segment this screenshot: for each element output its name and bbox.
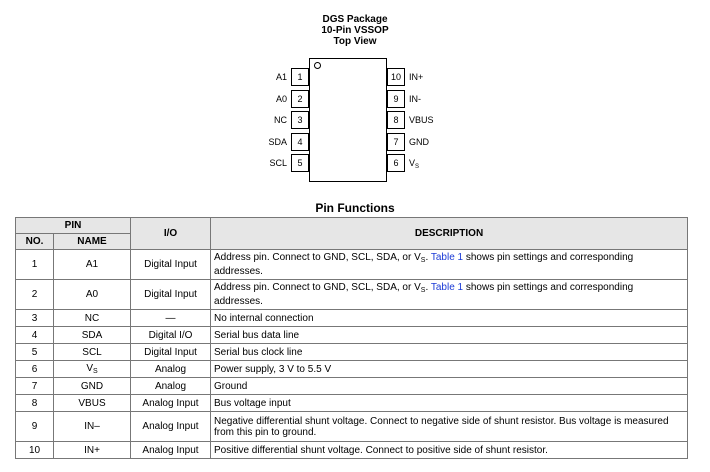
cell-description: Bus voltage input xyxy=(211,395,688,412)
table-header-row xyxy=(16,218,688,234)
cell-io: Analog Input xyxy=(131,412,211,442)
cell-name: VBUS xyxy=(54,395,131,412)
cell-name: SCL xyxy=(54,344,131,361)
cell-description: Ground xyxy=(211,378,688,395)
cell-name xyxy=(54,361,131,378)
header-pin: PIN xyxy=(16,218,131,234)
cell-no: 3 xyxy=(16,310,54,327)
cell-name: IN+ xyxy=(54,442,131,459)
table-row xyxy=(16,442,688,459)
pin-box-2: 2 xyxy=(291,90,309,108)
section-title: Pin Functions xyxy=(315,201,395,215)
cell-no: 8 xyxy=(16,395,54,412)
cell-name: GND xyxy=(54,378,131,395)
cell-name: SDA xyxy=(54,327,131,344)
table-row xyxy=(16,310,688,327)
pin-box-1: 1 xyxy=(291,68,309,86)
cell-name: A0 xyxy=(54,280,131,310)
pin-label-7: GND xyxy=(409,137,429,147)
header-name: NAME xyxy=(54,234,131,250)
desc-sub: S xyxy=(420,257,426,264)
pin1-marker-icon xyxy=(314,62,321,69)
table-row xyxy=(16,395,688,412)
desc-text: shows pin settings and corresponding addresses. xyxy=(214,252,634,277)
table-row xyxy=(16,250,688,280)
pin-box-6: 6 xyxy=(387,154,405,172)
cell-io: Analog xyxy=(131,378,211,395)
cell-description: No internal connection xyxy=(211,310,688,327)
cell-no: 2 xyxy=(16,280,54,310)
cell-no: 10 xyxy=(16,442,54,459)
package-name: DGS Package xyxy=(322,14,388,25)
cell-no: 5 xyxy=(16,344,54,361)
cell-no: 6 xyxy=(16,361,54,378)
cell-io: Analog Input xyxy=(131,395,211,412)
header-description: DESCRIPTION xyxy=(211,218,688,250)
pin-box-7: 7 xyxy=(387,133,405,151)
table-row xyxy=(16,327,688,344)
pin-label-4: SDA xyxy=(268,137,287,147)
cell-name: A1 xyxy=(54,250,131,280)
cell-io: Analog xyxy=(131,361,211,378)
pin-label-8: VBUS xyxy=(409,115,434,125)
cell-io: — xyxy=(131,310,211,327)
pin-box-3: 3 xyxy=(291,111,309,129)
pin-label-9: IN- xyxy=(409,94,421,104)
pin-label-6-sub: S xyxy=(415,164,420,170)
table-row xyxy=(16,280,688,310)
pin-box-5: 5 xyxy=(291,154,309,172)
name-sub: S xyxy=(93,368,98,375)
table1-link[interactable]: Table 1 xyxy=(430,282,464,293)
pin-label-5: SCL xyxy=(269,158,287,168)
ic-package-body xyxy=(309,58,387,182)
cell-description xyxy=(211,280,688,310)
desc-sub: S xyxy=(420,287,426,294)
desc-text: Address pin. Connect to GND, SCL, SDA, or V xyxy=(214,252,421,263)
table-row xyxy=(16,361,688,378)
cell-description: Negative differential shunt voltage. Connect to negative side of shunt resistor. Bus voltage is measured from this pin to ground. xyxy=(211,412,688,442)
pin-label-10: IN+ xyxy=(409,72,424,82)
cell-name: NC xyxy=(54,310,131,327)
cell-io: Digital I/O xyxy=(131,327,211,344)
cell-io: Digital Input xyxy=(131,344,211,361)
pin-box-10: 10 xyxy=(387,68,405,86)
cell-io: Analog Input xyxy=(131,442,211,459)
pin-box-4: 4 xyxy=(291,133,309,151)
cell-no: 9 xyxy=(16,412,54,442)
table-row xyxy=(16,344,688,361)
package-pins: 10-Pin VSSOP xyxy=(321,25,389,36)
pin-label-2: A0 xyxy=(275,94,287,104)
pin-label-6 xyxy=(409,154,419,172)
cell-io: Digital Input xyxy=(131,250,211,280)
cell-description: Positive differential shunt voltage. Connect to positive side of shunt resistor. xyxy=(211,442,688,459)
header-io: I/O xyxy=(131,218,211,250)
cell-description xyxy=(211,250,688,280)
header-no: NO. xyxy=(16,234,54,250)
pin-label-1: A1 xyxy=(275,72,287,82)
package-title xyxy=(0,14,710,47)
table1-link[interactable]: Table 1 xyxy=(430,252,464,263)
cell-description: Serial bus data line xyxy=(211,327,688,344)
package-view: Top View xyxy=(333,36,377,47)
cell-no: 7 xyxy=(16,378,54,395)
cell-no: 4 xyxy=(16,327,54,344)
pin-label-6-main: V xyxy=(409,158,416,168)
pin-box-8: 8 xyxy=(387,111,405,129)
desc-text: . xyxy=(425,282,431,293)
cell-description: Power supply, 3 V to 5.5 V xyxy=(211,361,688,378)
desc-text: shows pin settings and corresponding addresses. xyxy=(214,282,634,307)
pin-label-3: NC xyxy=(274,115,287,125)
cell-description: Serial bus clock line xyxy=(211,344,688,361)
name-main: V xyxy=(86,363,93,374)
cell-io: Digital Input xyxy=(131,280,211,310)
desc-text: Address pin. Connect to GND, SCL, SDA, or V xyxy=(214,282,421,293)
table-row xyxy=(16,378,688,395)
pin-box-9: 9 xyxy=(387,90,405,108)
table-row xyxy=(16,412,688,442)
cell-no: 1 xyxy=(16,250,54,280)
desc-text: . xyxy=(425,252,431,263)
cell-name: IN– xyxy=(54,412,131,442)
pin-functions-table xyxy=(15,217,688,459)
